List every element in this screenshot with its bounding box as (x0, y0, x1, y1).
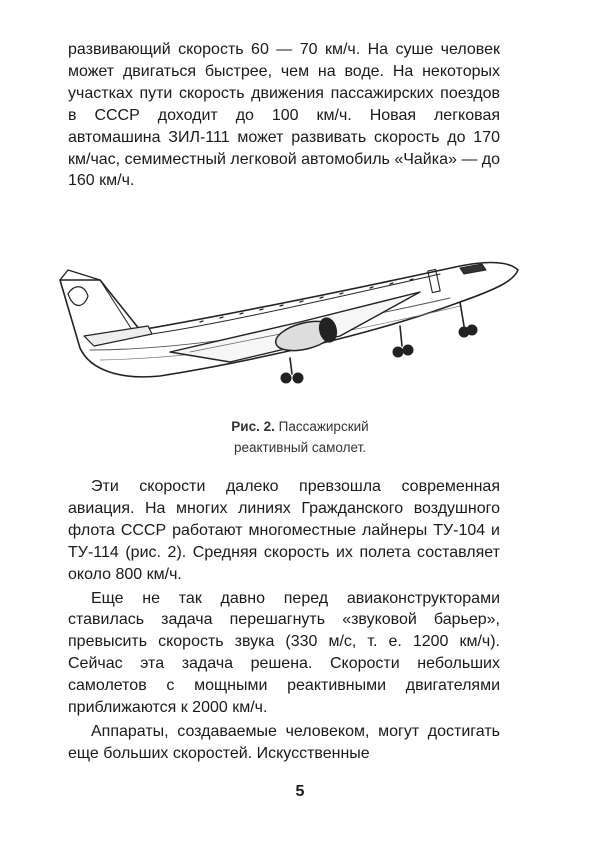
paragraph-apparatus: Аппараты, создаваемые человеком, могут достигать еще больших скоростей. Искусственные (68, 722, 500, 762)
paragraph-continuation: развивающий скорость 60 — 70 км/ч. На суше человек может двигаться быстрее, чем на воде. На некоторых участках пути скорость движения пассажирских поездов в СССР доходит до 100 км/ч. Новая легковая автомашина ЗИЛ-111 может развивать скорость до 170 км/час, семиместный легковой автомобиль «Чайка» — до 160 км/ч. (68, 41, 500, 190)
caption-line-2: реактивный самолет. (233, 440, 367, 455)
top-text-block (68, 39, 500, 192)
caption-label: Рис. 2. (231, 419, 275, 434)
figure-caption (0, 416, 600, 458)
bottom-text-block (68, 476, 500, 765)
caption-line-1 (0, 416, 600, 437)
paragraph-sound-barrier: Еще не так давно перед авиаконструкторами ставилась задача перешагнуть «звуковой барьер», превысить скорость звука (330 м/с, т. е. 1200 км/ч). Сейчас эта задача решена. Скорости небольших самолетов с мощными реактивными двигателями приближаются к 2000 км/ч. (68, 589, 500, 717)
paragraph-aviation: Эти скорости далеко превзошла современная авиация. На многих линиях Гражданского воздушного флота СССР работают многоместные лайнеры ТУ-104 и ТУ-114 (рис. 2). Средняя скорость их полета составляет около 800 км/ч. (68, 478, 500, 583)
page-number: 5 (295, 783, 305, 800)
figure-airplane (40, 240, 560, 400)
caption-text-1: Пассажирский (278, 419, 369, 434)
airplane-illustration (40, 240, 560, 400)
